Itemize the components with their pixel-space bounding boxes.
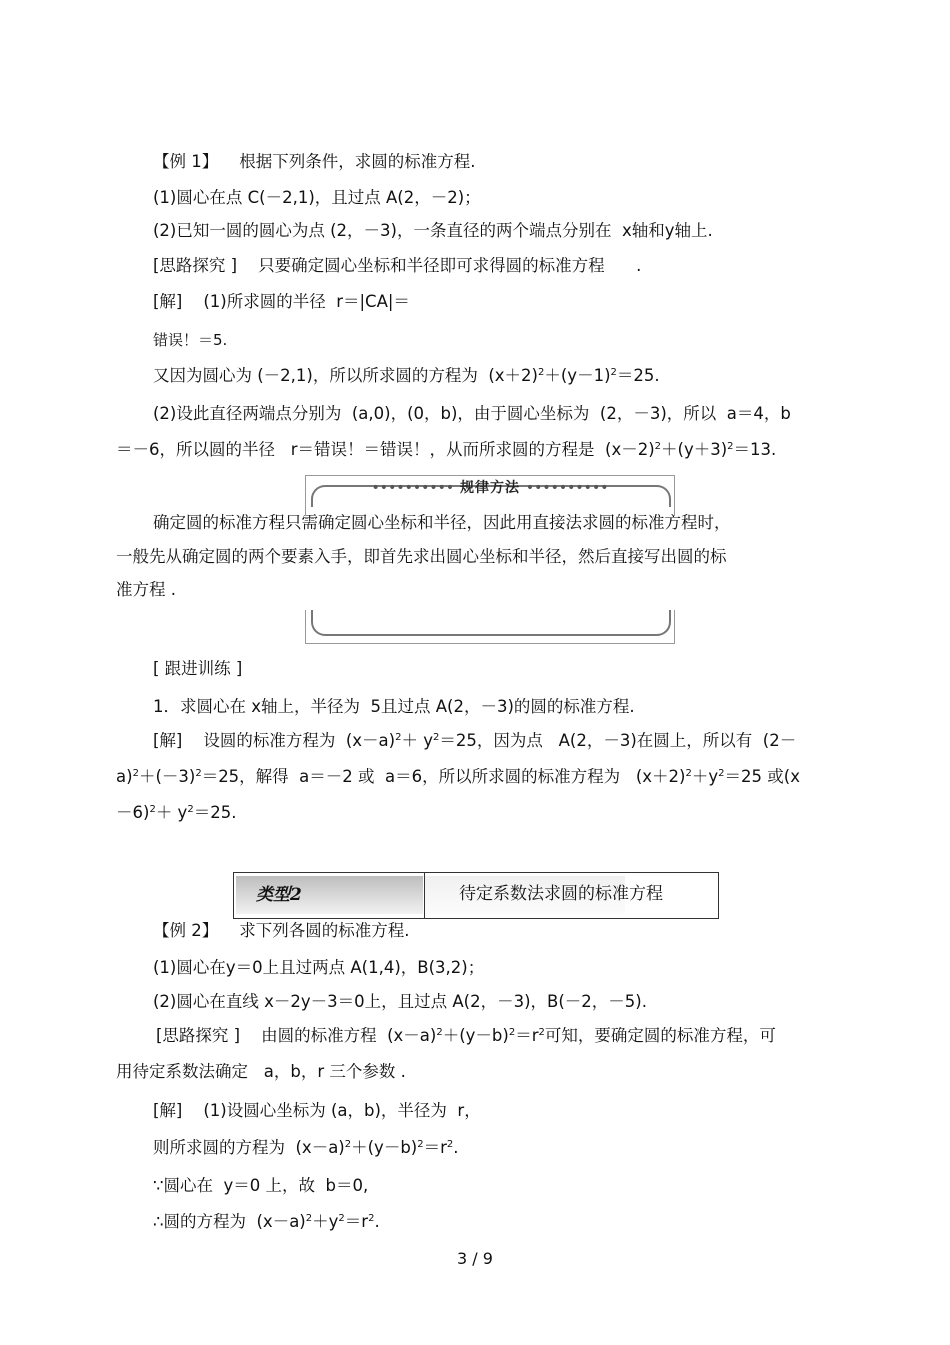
text-segment: [ 跟进训练 ] [153,659,243,678]
superscript: 2 [446,1139,454,1150]
text-segment: (2)圆心在直线 x－2y－3＝0上，且过点 A(2，－3)，B(－2，－5). [153,992,647,1011]
superscript: 2 [368,1213,375,1224]
superscript: 2 [508,1027,516,1038]
text-segment: ＝25. [193,803,237,822]
text-line [153,292,410,312]
superscript: 2 [433,732,440,743]
text-line [153,256,641,276]
text-line [153,188,481,208]
method-banner-top [305,475,675,501]
text-segment: (1)圆心在点 C(－2,1)，且过点 A(2，－2)； [153,188,481,207]
text-segment: ＋y [312,1212,339,1231]
text-segment: ＝13. [733,440,777,459]
text-segment: ＝25，解得 a＝－2 或 a＝6，所以所求圆的标准方程为 (x＋2) [201,767,686,786]
text-segment: 【例 2】 求下列各圆的标准方程. [153,921,410,940]
text-segment: [解] 设圆的标准方程为 (x－a) [153,731,396,750]
text-segment: 错误！＝5. [153,331,228,349]
text-line [153,513,731,533]
text-segment: ＋(y－b) [442,1026,509,1045]
text-segment: ＋(y＋3) [661,440,728,459]
text-line [116,1062,406,1082]
text-line [153,404,791,424]
superscript: 2 [132,768,139,779]
superscript: 2 [538,1027,545,1038]
text-segment: (2)设此直径两端点分别为 (a,0)，(0，b)，由于圆心坐标为 (2，－3)，所以 a＝4，b [153,404,791,423]
text-segment: ∵圆心在 y＝0 上，故 b＝0, [153,1176,369,1195]
superscript: 2 [344,1139,352,1150]
text-segment: ＋(－3) [138,767,196,786]
text-segment: (2)已知一圆的圆心为点 (2，－3)，一条直径的两个端点分别在 x轴和y轴上. [153,221,713,240]
text-segment: [解] (1)所求圆的半径 r＝|CA|＝ [153,292,410,311]
text-line [153,921,409,941]
superscript: 2 [187,804,194,815]
text-segment: ∴圆的方程为 (x－a) [153,1212,306,1231]
text-segment: ＝r [423,1138,447,1157]
text-line [153,697,635,717]
text-line [153,221,713,241]
text-segment: a) [116,767,133,786]
text-line [153,992,647,1012]
text-segment: 又因为圆心为 (－2,1)，所以所求圆的方程为 (x＋2) [153,366,538,385]
text-line [153,152,475,172]
type-tag: 类型2 [236,876,423,914]
text-segment: 一般先从确定圆的两个要素入手，即首先求出圆心坐标和半径，然后直接写出圆的标 [116,547,727,566]
text-line [153,366,660,386]
text-segment: ＋ y [401,731,433,750]
text-segment: ＋y [691,767,719,786]
text-line [153,1212,380,1232]
text-segment: 用待定系数法确定 a，b，r 三个参数 . [116,1062,406,1081]
text-line [153,659,242,679]
superscript: 2 [417,1139,424,1150]
text-segment: 准方程 . [116,580,176,599]
text-segment: [思路探究 ] 由圆的标准方程 (x－a) [156,1026,437,1045]
text-line [153,1138,459,1158]
text-segment: 可知，要确定圆的标准方程，可 [544,1026,776,1045]
superscript: 2 [338,1213,345,1224]
superscript: 2 [395,732,402,743]
superscript: 2 [149,804,156,815]
text-segment: －6) [116,803,150,822]
superscript: 2 [538,367,545,378]
text-segment: ＝－6，所以圆的半径 r＝错误！＝错误！，从而所求圆的方程是 (x－2) [116,440,655,459]
superscript: 2 [727,441,734,452]
text-segment: ＝25，因为点 A(2，－3)在圆上，所以有 (2－ [439,731,797,750]
superscript: 2 [654,441,662,452]
text-line [153,1101,481,1121]
superscript: 2 [610,367,617,378]
text-segment: (1)圆心在y＝0上且过两点 A(1,4)，B(3,2)； [153,958,485,977]
text-line [153,1176,368,1196]
text-segment: 则所求圆的方程为 (x－a) [153,1138,345,1157]
text-line [116,803,236,823]
superscript: 2 [685,768,692,779]
text-segment: [思路探究 ] 只要确定圆心坐标和半径即可求得圆的标准方程 . [153,256,642,275]
text-line [116,547,727,567]
text-segment: ＝25 或(x [724,767,800,786]
text-segment: 1．求圆心在 x轴上，半径为 5且过点 A(2，－3)的圆的标准方程. [153,697,635,716]
text-segment: ＋ y [155,803,188,822]
text-segment: . [374,1212,380,1231]
superscript: 2 [195,768,202,779]
type-title: 待定系数法求圆的标准方程 [459,884,663,904]
text-segment: ＝r [515,1026,539,1045]
text-line [153,731,796,751]
text-segment: . [453,1138,459,1157]
text-segment: ＋(y－1) [544,366,611,385]
text-segment: 【例 1】 根据下列条件，求圆的标准方程. [153,152,476,171]
text-line [153,330,227,350]
text-line [156,1026,776,1046]
text-line [116,440,776,460]
text-line [116,580,176,600]
superscript: 2 [436,1027,443,1038]
text-segment: ＝25. [616,366,660,385]
text-segment: [解] (1)设圆心坐标为 (a，b)，半径为 r， [153,1101,481,1120]
text-line [116,767,800,787]
section-type-header [233,872,719,919]
method-banner-bottom [305,610,675,645]
superscript: 2 [718,768,725,779]
page-number: 3 / 9 [457,1249,493,1268]
text-segment: ＋(y－b) [351,1138,418,1157]
text-segment: 确定圆的标准方程只需确定圆心坐标和半径，因此用直接法求圆的标准方程时， [153,513,731,532]
text-segment: ＝r [344,1212,369,1231]
superscript: 2 [305,1213,313,1224]
method-banner-label: •••••••••• 规律方法 •••••••••• [371,480,609,496]
text-line [153,958,484,978]
